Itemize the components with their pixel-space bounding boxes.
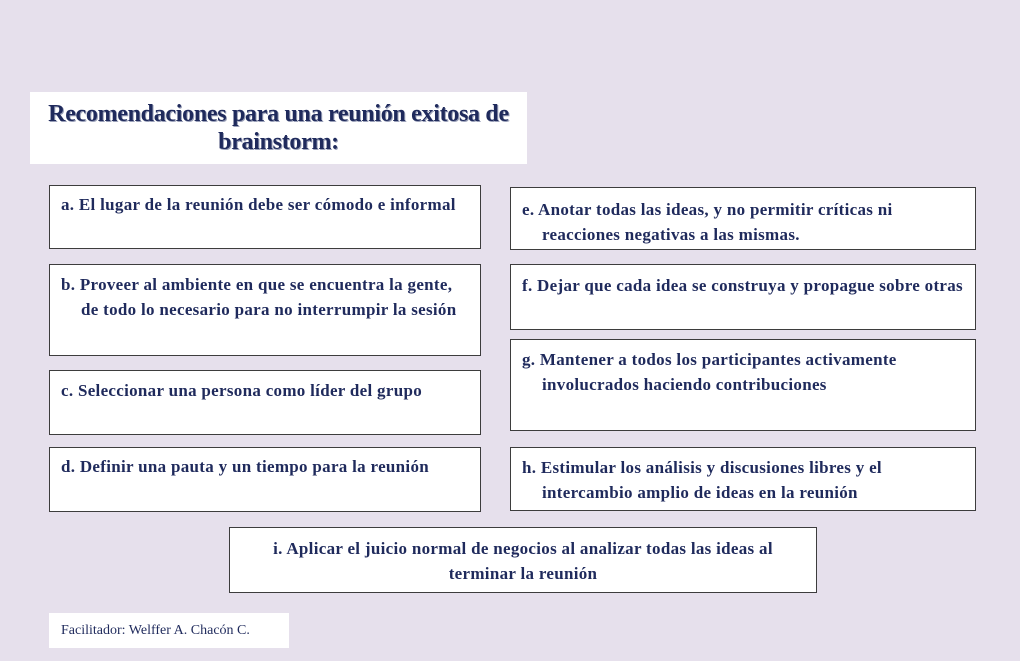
recommendation-card-b	[49, 264, 481, 356]
recommendation-card-g	[510, 339, 976, 431]
facilitator-text: Facilitador: Welffer A. Chacón C.	[61, 622, 250, 638]
recommendation-card-h	[510, 447, 976, 511]
recommendation-text-e: e. Anotar todas las ideas, y no permitir críticas ni reacciones negativas a las mismas.	[522, 200, 893, 244]
recommendation-text-a: a. El lugar de la reunión debe ser cómodo e informal	[61, 195, 456, 214]
recommendation-text-c: c. Seleccionar una persona como líder del grupo	[61, 381, 423, 400]
recommendation-card-c	[49, 370, 481, 435]
recommendation-card-e	[510, 187, 976, 250]
recommendation-card-f	[510, 264, 976, 330]
recommendation-card-i	[229, 527, 817, 593]
facilitator-credit	[49, 613, 289, 648]
recommendation-text-b: b. Proveer al ambiente en que se encuentra la gente, de todo lo necesario para no interrumpir la sesión	[61, 275, 457, 319]
recommendation-card-d	[49, 447, 481, 512]
title-box	[30, 92, 527, 164]
recommendation-text-d: d. Definir una pauta y un tiempo para la reunión	[61, 457, 430, 476]
recommendation-text-g: g. Mantener a todos los participantes activamente involucrados haciendo contribuciones	[522, 350, 897, 394]
recommendation-text-h: h. Estimular los análisis y discusiones libres y el intercambio amplio de ideas en la reunión	[522, 458, 882, 502]
recommendation-text-f: f. Dejar que cada idea se construya y propague sobre otras	[522, 276, 963, 295]
recommendation-card-a	[49, 185, 481, 249]
page-title: Recomendaciones para una reunión exitosa de brainstorm:	[48, 101, 509, 155]
recommendation-text-i: i. Aplicar el juicio normal de negocios al analizar todas las ideas al terminar la reunión	[273, 539, 773, 583]
